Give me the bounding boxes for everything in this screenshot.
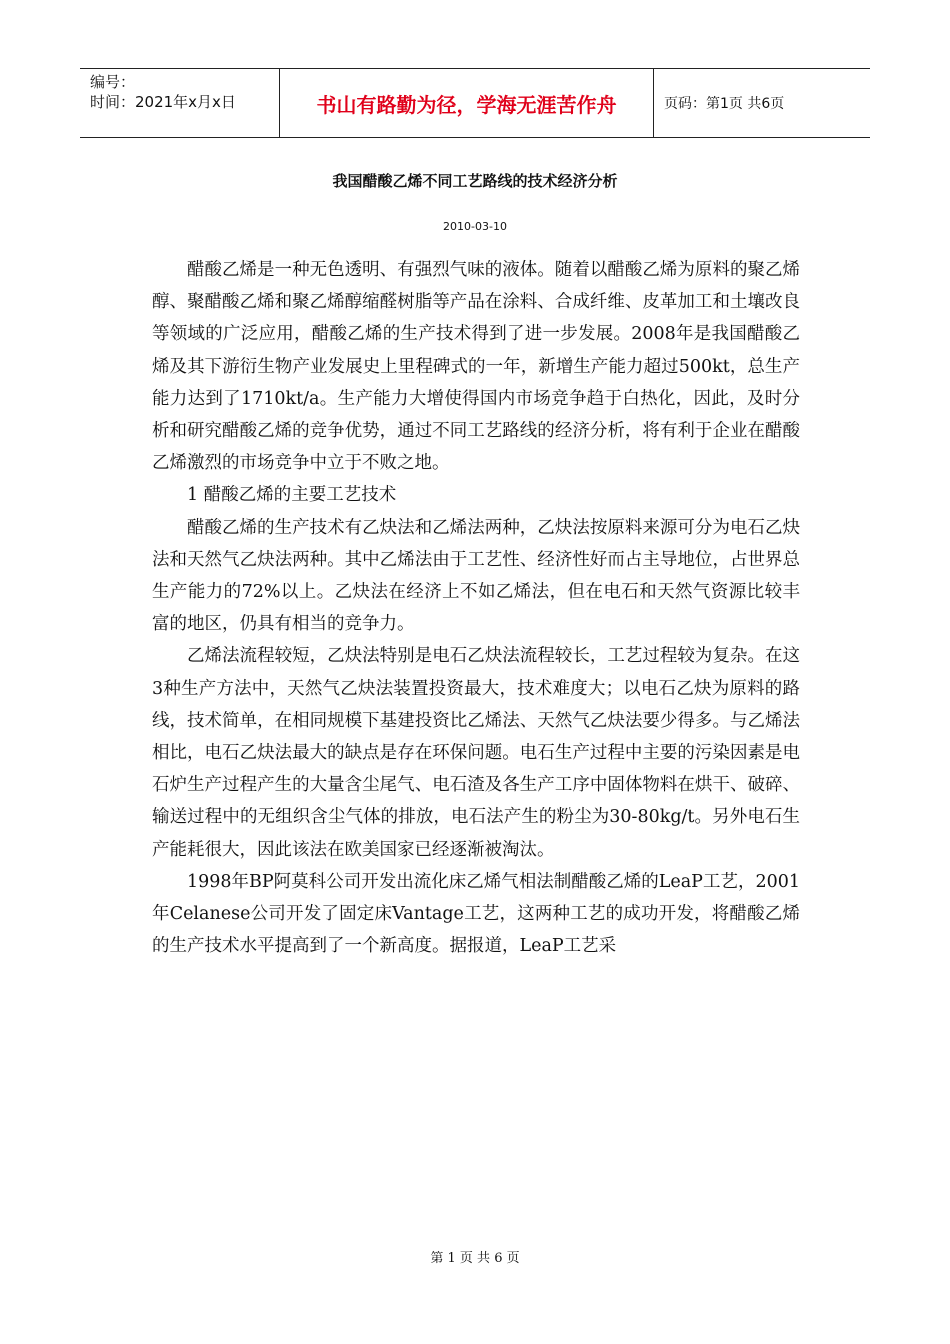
document-time-label: 时间：2021年x月x日 <box>90 93 236 111</box>
paragraph-process-overview: 醋酸乙烯的生产技术有乙炔法和乙烯法两种，乙炔法按原料来源可分为电石乙炔法和天然气乙炔法两种。其中乙烯法由于工艺性、经济性好而占主导地位，占世界总生产能力的72%以上。乙炔法在经济上不如乙烯法，但在电石和天然气资源比较丰富的地区，仍具有相当的竞争力。 <box>152 517 800 635</box>
page-footer: 第 1 页 共 6 页 <box>430 1251 520 1266</box>
paragraph-new-technology: 1998年BP阿莫科公司开发出流化床乙烯气相法制醋酸乙烯的LeaP工艺，2001年Celanese公司开发了固定床Vantage工艺，这两种工艺的成功开发，将醋酸乙烯的生产技术水平提高到了一个新高度。据报道，LeaP工艺采 <box>152 871 800 957</box>
header-motto-cell <box>280 69 654 137</box>
paragraph-process-comparison: 乙烯法流程较短，乙炔法特别是电石乙炔法流程较长，工艺过程较为复杂。在这3种生产方法中，天然气乙炔法装置投资最大，技术难度大；以电石乙炔为原料的路线，技术简单，在相同规模下基建投资比乙烯法、天然气乙炔法要少得多。与乙烯法相比，电石乙炔法最大的缺点是存在环保问题。电石生产过程中主要的污染因素是电石炉生产过程产生的大量含尘尾气、电石渣及各生产工序中固体物料在烘干、破碎、输送过程中的无组织含尘气体的排放，电石法产生的粉尘为30-80kg/t。另外电石生产能耗很大，因此该法在欧美国家已经逐渐被淘汰。 <box>152 646 800 860</box>
section-heading: 1 醋酸乙烯的主要工艺技术 <box>187 485 397 506</box>
header-motto: 书山有路勤为径，学海无涯苦作舟 <box>316 92 617 117</box>
header-table <box>80 68 870 138</box>
document-date: 2010-03-10 <box>443 220 507 233</box>
document-code-label: 编号： <box>90 73 136 91</box>
document-title: 我国醋酸乙烯不同工艺路线的技术经济分析 <box>332 172 618 190</box>
header-page-info: 页码：第1页 共6页 <box>664 96 785 112</box>
document-body <box>152 254 800 962</box>
paragraph-intro: 醋酸乙烯是一种无色透明、有强烈气味的液体。随着以醋酸乙烯为原料的聚乙烯醇、聚醋酸乙烯和聚乙烯醇缩醛树脂等产品在涂料、合成纤维、皮革加工和土壤改良等领域的广泛应用，醋酸乙烯的生产技术得到了进一步发展。2008年是我国醋酸乙烯及其下游衍生物产业发展史上里程碑式的一年，新增生产能力超过500kt，总生产能力达到了1710kt/a。生产能力大增使得国内市场竞争趋于白热化，因此，及时分析和研究醋酸乙烯的竞争优势，通过不同工艺路线的经济分析，将有利于企业在醋酸乙烯激烈的市场竞争中立于不败之地。 <box>152 260 800 474</box>
header-page-cell <box>654 69 870 137</box>
header-meta-cell <box>80 69 280 137</box>
